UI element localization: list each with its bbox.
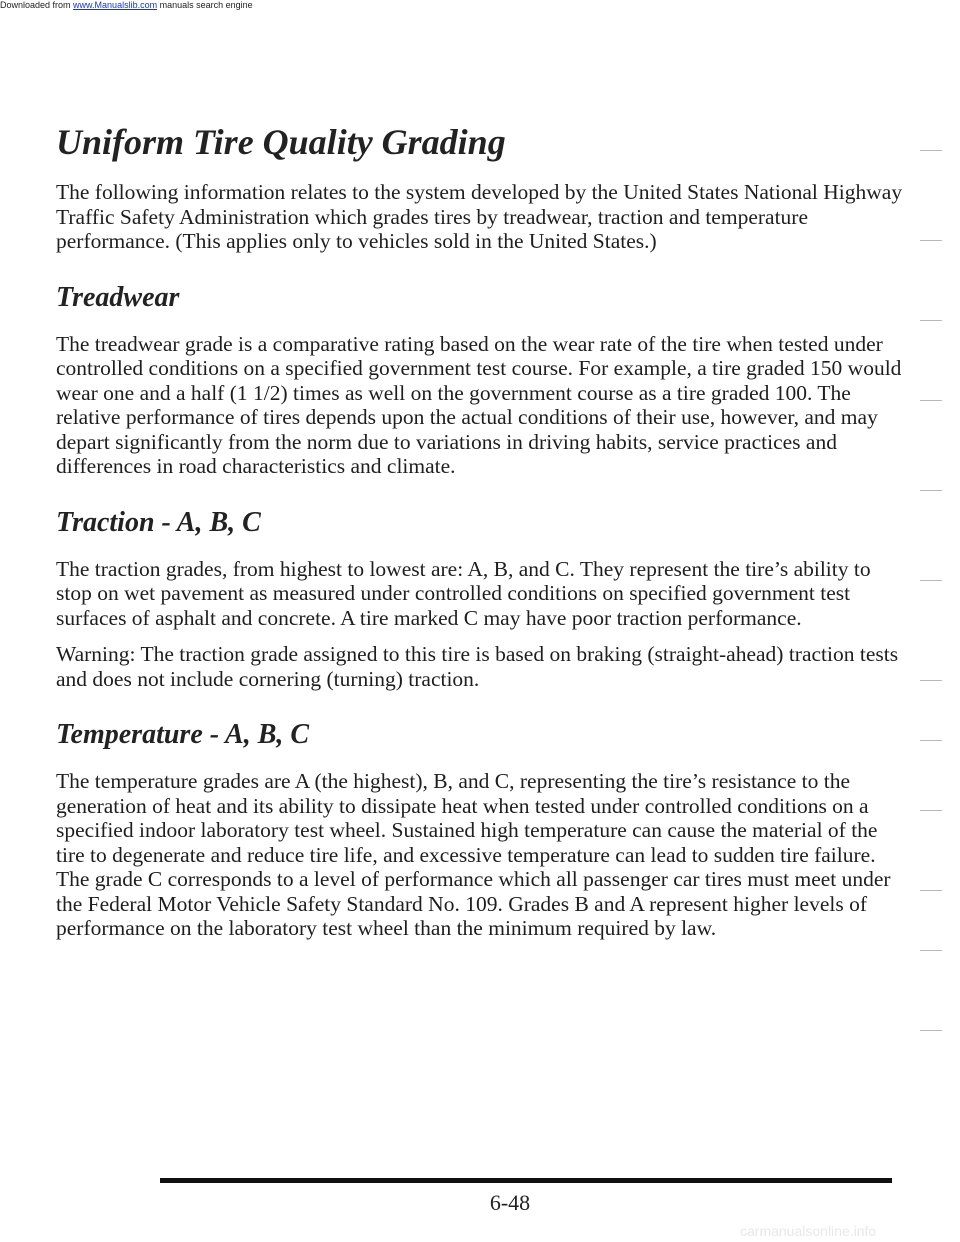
- margin-mark: [920, 890, 942, 891]
- treadwear-paragraph: The treadwear grade is a comparative rating based on the wear rate of the tire when tested under controlled conditions on a specified government test course. For example, a tire graded 150 would wear one and a half (1 1/2) times as well on the government course as a tire graded 100. The relative performance of tires depends upon the actual conditions of their use, however, and may depart significantly from the norm due to variations in driving habits, service practices and differences in road characteristics and climate.: [56, 331, 902, 478]
- section-heading-treadwear: Treadwear: [56, 281, 180, 313]
- margin-mark: [920, 680, 942, 681]
- manualslib-link[interactable]: www.Manualslib.com: [73, 0, 158, 10]
- margin-mark: [920, 1030, 942, 1031]
- section-heading-traction: Traction - A, B, C: [56, 506, 261, 538]
- traction-warning-paragraph: Warning: The traction grade assigned to this tire is based on braking (straight-ahead) traction tests and does not include cornering (turning) traction.: [56, 642, 899, 691]
- temperature-paragraph: The temperature grades are A (the highest), B, and C, representing the tire’s resistance to the generation of heat and its ability to dissipate heat when tested under controlled conditions on a specified indoor laboratory test wheel. Sustained high temperature can cause the material of the tire to degenerate and reduce tire life, and excessive temperature can lead to sudden tire failure. The grade C corresponds to a level of performance which all passenger car tires must meet under the Federal Motor Vehicle Safety Standard No. 109. Grades B and A represent higher levels of performance on the laboratory test wheel than the minimum required by law.: [56, 769, 891, 940]
- section-heading-temperature: Temperature - A, B, C: [56, 719, 310, 750]
- footer-rule: [160, 1178, 892, 1183]
- margin-mark: [920, 400, 942, 401]
- download-banner: [0, 0, 960, 10]
- page-content: [56, 120, 906, 967]
- margin-mark: [920, 240, 942, 241]
- margin-mark: [920, 580, 942, 581]
- page-number: 6-48: [489, 1190, 531, 1215]
- margin-mark: [920, 950, 942, 951]
- margin-mark: [920, 740, 942, 741]
- margin-mark: [920, 490, 942, 491]
- margin-scan-marks: [910, 150, 955, 1150]
- margin-mark: [920, 150, 942, 151]
- intro-paragraph: The following information relates to the system developed by the United States National Highway Traffic Safety Administration which grades tires by treadwear, traction and temperature performance. (This applies only to vehicles sold in the United States.): [56, 180, 903, 253]
- watermark: carmanualsonline.info: [740, 1223, 877, 1239]
- margin-mark: [920, 320, 942, 321]
- page-title: Uniform Tire Quality Grading: [56, 122, 506, 162]
- banner-prefix: Downloaded from: [0, 0, 74, 10]
- margin-mark: [920, 810, 942, 811]
- traction-paragraph: The traction grades, from highest to lowest are: A, B, and C. They represent the tire’s ability to stop on wet pavement as measured under controlled conditions on specified government test surfaces of asphalt and concrete. A tire marked C may have poor traction performance.: [56, 556, 871, 630]
- banner-suffix: manuals search engine: [157, 0, 253, 10]
